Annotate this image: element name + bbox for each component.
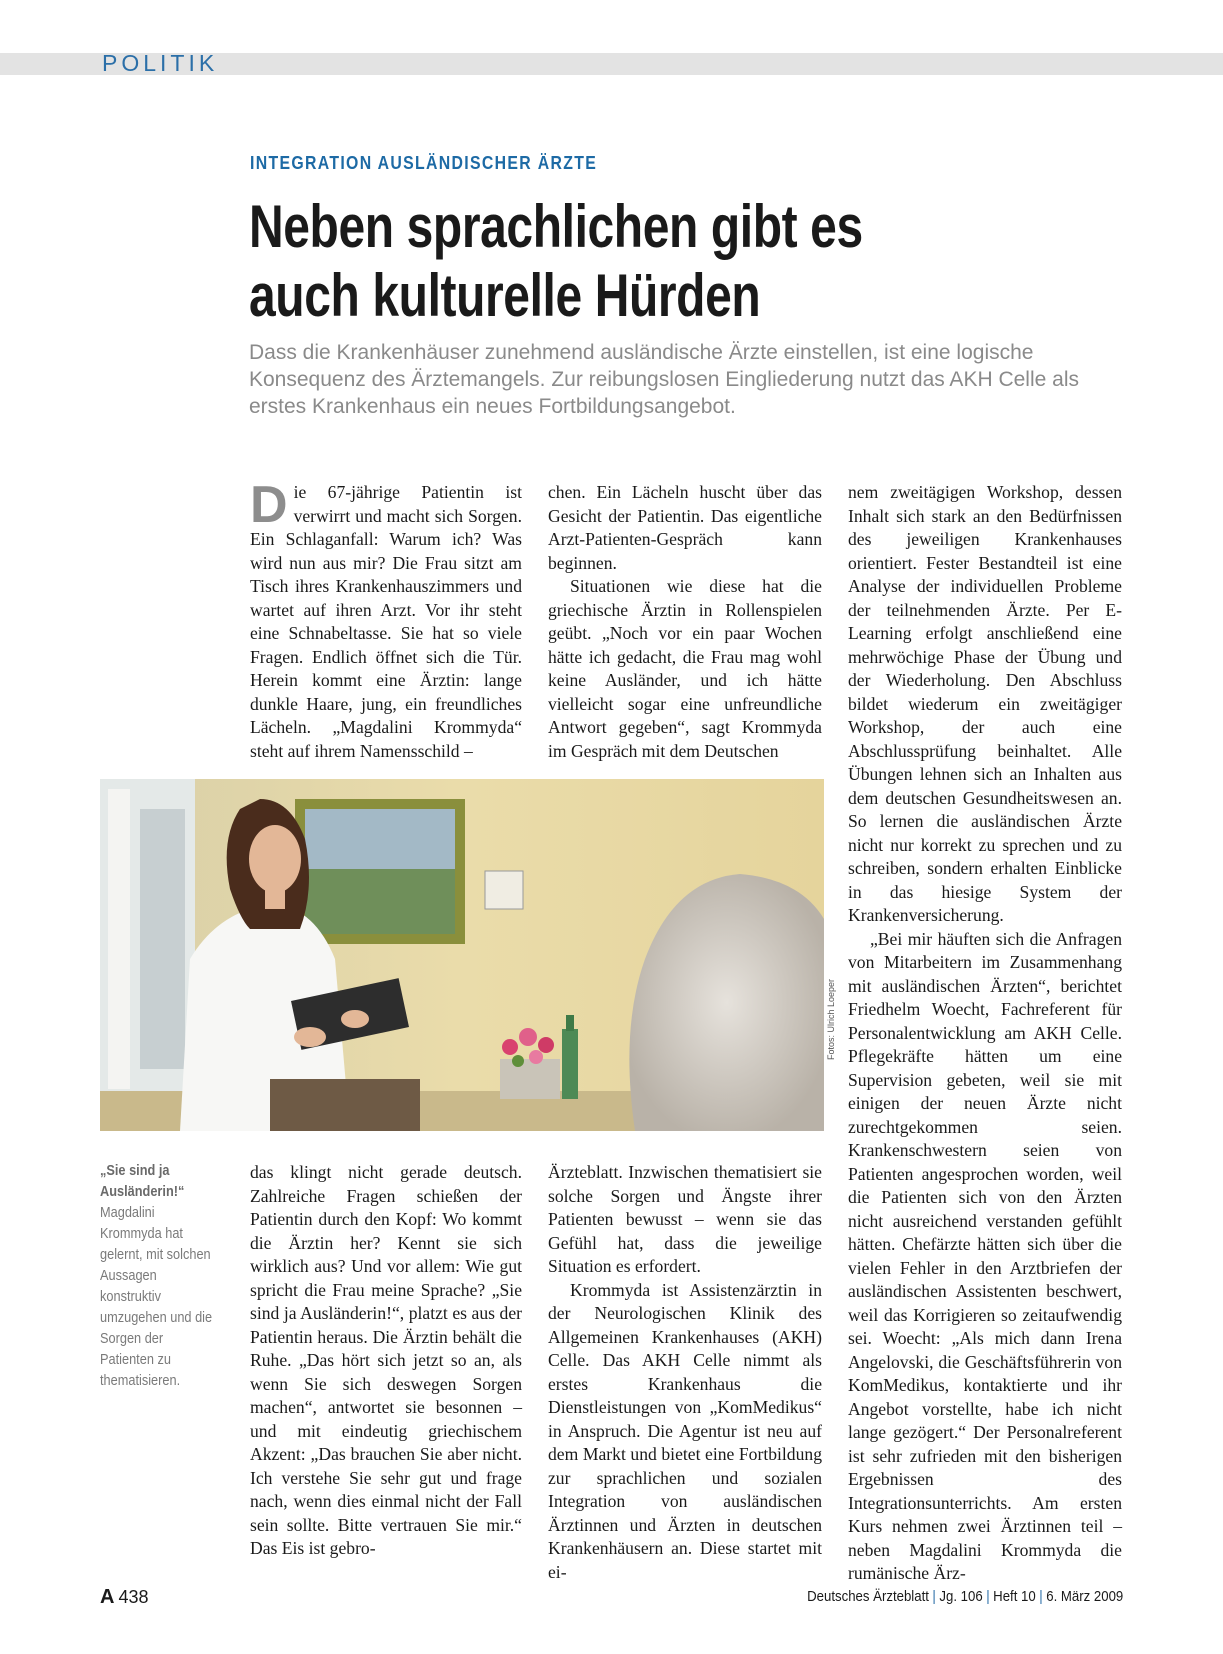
paragraph: Ärzteblatt. Inzwischen thematisiert sie solche Sorgen und Ängste ihrer Patienten bewusst – wenn sie das Gefühl hat, dass die jeweilige Situation es erfordert. [548,1162,822,1276]
journal-volume: Jg. 106 [939,1588,983,1605]
caption-text: Magdalini Krommyda hat gelernt, mit solchen Aussagen konstruktiv umzugehen und die Sorgen der Patienten zu thematisieren. [100,1205,213,1389]
photo-caption [100,1161,214,1392]
article-kicker: INTEGRATION AUSLÄNDISCHER ÄRZTE [250,153,598,173]
paragraph: ie 67-jährige Patientin ist verwirrt und macht sich Sorgen. Ein Schlaganfall: Warum ich? Was wird nun aus mir? Die Frau sitzt am Tisch ihres Krankenhauszimmers und wartet auf ihren Arzt. Vor ihr steht eine Schnabeltasse. Sie hat so viele Fragen. Endlich öffnet sich die Tür. Herein kommt eine Ärztin: lange dunkle Haare, jung, ein freundliches Lächeln. „Magdalini Krommyda“ steht auf ihrem Namensschild – [250,482,522,761]
paragraph: Situationen wie diese hat die griechische Ärztin in Rollenspielen geübt. „Noch vor ein paar Wochen hätte ich gedacht, die Frau mag wohl keine Ausländer, und ich hätte vielleicht sogar eine unfreundliche Antwort gegeben“, sagt Krommyda im Gespräch mit dem Deutschen [548,576,822,761]
article-lead: Dass die Krankenhäuser zunehmend ausländische Ärzte einstellen, ist eine logische Konsequenz des Ärztemangels. Zur reibungslosen Eingliederung nutzt das AKH Celle als erstes Krankenhaus ein neues Fortbildungsangebot. [249,341,1079,418]
page-letter: A [100,1586,115,1608]
page-number [100,1586,149,1609]
footer-journal-info: Deutsches Ärzteblatt | Jg. 106 | Heft 10 | 6. März 2009 [806,1588,1123,1605]
article-headline: Neben sprachlichen gibt es auch kulturelle Hürden [249,193,863,329]
section-label: POLITIK [102,50,219,76]
page-number-value: 438 [118,1587,149,1607]
drop-cap: D [250,476,288,534]
paragraph: Krommyda ist Assistenzärztin in der Neurologischen Klinik des Allgemeinen Krankenhauses (AKH) Celle. Das AKH Celle nimmt als erstes Krankenhaus die Dienstleistungen von „KomMedikus“ in Anspruch. Die Agentur ist neu auf dem Markt und bietet eine Fortbildung zur sprachlichen und sozialen Integration von ausländischen Ärztinnen und Ärzten in deutschen Krankenhäusern an. Diese startet mit ei- [548,1279,822,1582]
column-2-top [548,481,822,763]
article-photo [100,779,824,1131]
column-2-bottom [548,1161,822,1584]
paragraph: „Bei mir häuften sich die Anfragen von Mitarbeitern im Zusammenhang mit ausländischen Ärzten“, berichtet Friedhelm Woecht, Fachreferent für Personalentwicklung am AKH Celle. Pflegekräfte hätten um eine Supervision gebeten, weil sie mit einigen der neuen Ärzte nicht zurechtgekommen seien. Krankenschwestern seien von Patienten angesprochen worden, weil die Patienten sich von den Ärzten nicht ausreichend verstanden gefühlt hätten. Chefärzte hätten sich über die vielen Fehler in den Arztbriefen der ausländischen Assistenten beschwert, weil das Korrigieren so zeitaufwendig sei. Woecht: „Als mich dann Irena Angelovski, die Geschäftsführerin von KomMedikus, kontaktierte und ihr Angebot vorstellte, habe ich nicht lange gezögert.“ Der Personalreferent ist sehr zufrieden mit den bisherigen Ergebnissen des Integrationsunterrichts. Am ersten Kurs nehmen zwei Ärztinnen teil – neben Magdalini Krommyda die rumänische Ärz- [848,928,1122,1583]
photo-doctor-with-patient [100,779,824,1131]
photo-credit: Fotos: Ulrich Loeper [826,978,836,1060]
column-1-bottom [250,1161,522,1561]
journal-issue: Heft 10 [992,1588,1036,1605]
caption-quote: „Sie sind ja Ausländerin!“ [100,1163,185,1200]
paragraph: nem zweitägigen Workshop, dessen Inhalt sich stark an den Bedürfnissen des jeweiligen Krankenhauses orientiert. Fester Bestandteil ist eine Analyse der individuellen Probleme der teilnehmenden Ärzte. Per E-Learning erfolgt anschließend eine mehrwöchige Phase der Übung und der Wiederholung. Den Abschluss bildet wiederum ein zweitägiger Workshop, der auch eine Abschlussprüfung beinhaltet. Alle Übungen lehnen sich an Inhalten aus dem deutschen Gesundheitswesen an. So lernen die ausländischen Ärzte nicht nur korrekt zu sprechen und zu schreiben, sondern erhalten Einblicke in das hiesige System der Krankenversicherung. [848,482,1122,925]
journal-name: Deutsches Ärzteblatt [806,1588,929,1605]
column-1-top [250,476,522,763]
paragraph: chen. Ein Lächeln huscht über das Gesicht der Patientin. Das eigentliche Arzt-Patienten-Gespräch kann beginnen. [548,482,822,573]
paragraph: das klingt nicht gerade deutsch. Zahlreiche Fragen schießen der Patientin durch den Kopf: Wo kommt die Ärztin her? Kennt sie sich wirklich aus? Und vor allem: Wie gut spricht die Frau meine Sprache? „Sie sind ja Ausländerin!“, platzt es aus der Patientin heraus. Die Ärztin behält die Ruhe. „Das hört sich jetzt so an, als wenn Sie sich deswegen Sorgen machen“, antwortet sie besonnen – und mit eindeutig griechischem Akzent: „Das brauchen Sie aber nicht. Ich verstehe Sie sehr gut und frage nach, wenn dies einmal nicht der Fall sein sollte. Bitte vertrauen Sie mir.“ Das Eis ist gebro- [250,1162,522,1558]
column-3 [848,481,1122,1586]
journal-date: 6. März 2009 [1045,1588,1123,1605]
